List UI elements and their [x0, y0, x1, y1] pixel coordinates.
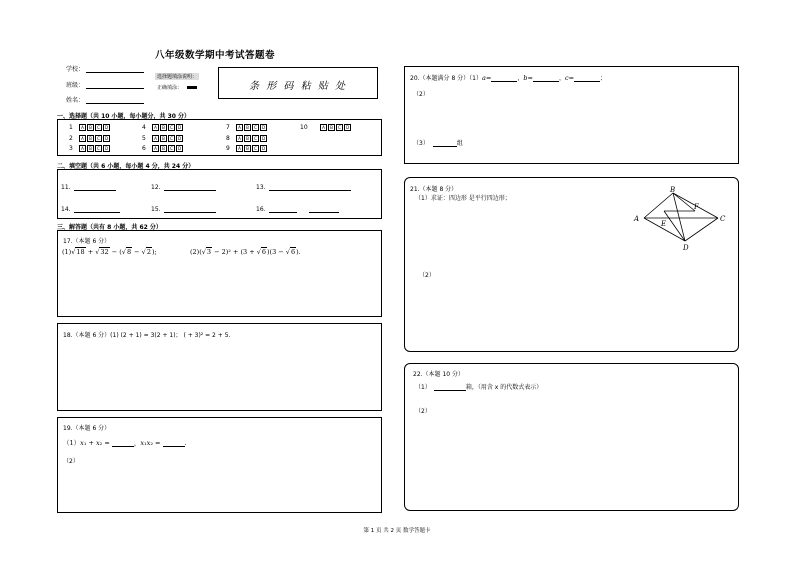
choice-bubble-b[interactable]: B	[160, 135, 167, 142]
barcode-label: 条 形 码 粘 贴 处	[249, 81, 347, 92]
point-c-label: C	[720, 215, 726, 223]
q11-row	[61, 183, 116, 191]
q20-part2: （2）	[413, 91, 429, 98]
q17-part2: (2)(√3 − 2)² + (3 + √6)(3 − √6).	[190, 248, 301, 256]
choice-bubble-a[interactable]: A	[79, 124, 86, 131]
class-field[interactable]	[86, 81, 144, 89]
q15-answer[interactable]	[164, 205, 216, 213]
q17-part1: (1)√18 + √32 − (√8 − √2);	[62, 248, 157, 256]
q20-box[interactable]	[404, 66, 739, 164]
q18-text: 18.（本题 6 分）(1) (2 + 1) = 3(2 + 1)； ( + 3)² = 2 + 5.	[63, 332, 231, 339]
point-d-label: D	[683, 244, 689, 252]
point-a-label: A	[634, 215, 640, 223]
q16-answer-1[interactable]	[269, 205, 297, 213]
choice-row-4	[142, 124, 184, 131]
choice-number: 9	[226, 145, 230, 152]
point-b-label: B	[670, 186, 676, 194]
school-field[interactable]	[86, 65, 144, 73]
notice-label: 选择题填涂说明：	[157, 74, 198, 80]
school-label: 学校：	[66, 66, 85, 73]
choice-row-7	[226, 124, 268, 131]
choice-row-1	[69, 124, 111, 131]
choice-bubble-b[interactable]: B	[160, 145, 167, 152]
choice-bubble-a[interactable]: A	[236, 124, 243, 131]
choice-bubble-c[interactable]: C	[95, 135, 102, 142]
segment-cd	[685, 218, 718, 241]
choice-row-10	[300, 124, 352, 131]
choice-bubble-d[interactable]: D	[177, 146, 182, 151]
choice-bubble-b[interactable]: B	[244, 135, 251, 142]
choice-bubble-c[interactable]: C	[252, 135, 259, 142]
q16-row	[256, 205, 339, 213]
choice-bubble-c[interactable]: C	[252, 145, 259, 152]
choice-row-2	[69, 135, 111, 142]
q11-label: 11.	[61, 184, 71, 191]
class-label: 班级：	[66, 82, 85, 89]
choice-bubble-a[interactable]: A	[152, 124, 159, 131]
q17-box[interactable]	[57, 230, 382, 317]
q21-part1: （1）求证：四边形 是平行四边形；	[415, 195, 511, 202]
q12-label: 12.	[151, 184, 161, 191]
choice-bubble-d[interactable]: D	[104, 146, 109, 151]
choice-bubble-c[interactable]: C	[336, 124, 343, 131]
choice-bubble-c[interactable]: C	[252, 124, 259, 131]
choice-bubble-a[interactable]: A	[236, 135, 243, 142]
q14-row	[61, 205, 120, 213]
q19-head: 19.（本题 6 分）	[63, 425, 111, 432]
choice-bubble-b[interactable]: B	[87, 145, 94, 152]
choice-number: 7	[226, 124, 230, 131]
choice-row-8	[226, 135, 268, 142]
q17-head: 17.（本题 6 分）	[63, 238, 111, 245]
choice-number: 3	[69, 145, 73, 152]
choice-bubble-d[interactable]: D	[261, 146, 266, 151]
q18-box[interactable]	[57, 323, 382, 411]
barcode-box	[218, 67, 378, 99]
q15-row	[151, 205, 216, 213]
choice-bubble-c[interactable]: C	[168, 124, 175, 131]
section1-heading: 一、选择题（共 10 小题，每小题分，共 30 分）	[57, 113, 191, 120]
name-field[interactable]	[86, 96, 144, 104]
q19-part1: （1）x₁ + x₂ = ，x₁x₂ = .	[63, 439, 187, 447]
q13-label: 13.	[256, 184, 266, 191]
choice-bubble-d[interactable]: D	[104, 125, 109, 130]
point-e-label: E	[661, 220, 667, 228]
section2-heading: 二、填空题（共 6 小题，每小题 4 分，共 24 分）	[57, 163, 195, 170]
choice-bubble-b[interactable]: B	[328, 124, 335, 131]
school-row	[66, 64, 144, 73]
q12-row	[151, 183, 216, 191]
choice-number: 10	[300, 124, 308, 131]
q16-label: 16.	[256, 206, 266, 213]
choice-row-6	[142, 145, 184, 152]
page-title: 八年级数学期中考试答题卷	[155, 50, 276, 61]
choice-bubble-a[interactable]: A	[236, 145, 243, 152]
q20-part3: （3） 组	[413, 140, 463, 147]
choice-row-5	[142, 135, 184, 142]
choice-bubble-c[interactable]: C	[95, 145, 102, 152]
q22-box[interactable]	[404, 363, 739, 511]
segment-ab	[644, 193, 673, 218]
point-f-label: F	[694, 203, 699, 211]
page-footer: 第 1 页 共 2 页 数学答题卡	[363, 528, 431, 534]
segment-bd	[673, 193, 685, 241]
q13-row	[256, 183, 351, 191]
correct-fill-row	[157, 84, 197, 91]
choice-bubble-a[interactable]: A	[79, 135, 86, 142]
q14-answer[interactable]	[74, 205, 120, 213]
choice-bubble-b[interactable]: B	[160, 124, 167, 131]
choice-bubble-b[interactable]: B	[244, 124, 251, 131]
choice-bubble-a[interactable]: A	[152, 145, 159, 152]
q21-part2: （2）	[419, 272, 435, 279]
segment-ed	[664, 211, 685, 241]
q22-part1: （1） 箱，（用含 x 的代数式表示）	[415, 384, 543, 391]
choice-number: 8	[226, 135, 230, 142]
q19-box[interactable]	[57, 417, 382, 513]
choice-bubble-c[interactable]: C	[168, 135, 175, 142]
q22-head: 22.（本题 10 分）	[413, 371, 464, 378]
choice-number: 1	[69, 124, 73, 131]
q15-label: 15.	[151, 206, 161, 213]
choice-bubble-d[interactable]: D	[177, 136, 182, 141]
choice-bubble-a[interactable]: A	[152, 135, 159, 142]
choice-bubble-d[interactable]: D	[261, 125, 266, 130]
q12-answer[interactable]	[164, 183, 216, 191]
choice-bubble-d[interactable]: D	[104, 136, 109, 141]
section3-heading: 三、解答题（共有 8 小题，共 62 分）	[57, 224, 162, 231]
correct-fill-label: 正确填涂：	[157, 85, 183, 91]
q19-part2: （2）	[63, 458, 79, 465]
choice-row-9	[226, 145, 268, 152]
q16-answer-2[interactable]	[309, 205, 339, 213]
choice-number: 5	[142, 135, 146, 142]
choice-bubble-b[interactable]: B	[87, 135, 94, 142]
segment-bf	[673, 193, 695, 211]
choice-number: 2	[69, 135, 73, 142]
q21-head: 21.（本题 8 分）	[410, 186, 458, 193]
choice-number: 4	[142, 124, 146, 131]
q13-answer[interactable]	[269, 183, 351, 191]
q20-line1: 20.（本题满分 8 分）（1）a= ，b= ，c= ；	[410, 74, 607, 82]
choice-bubble-a[interactable]: A	[79, 145, 86, 152]
choice-bubble-d[interactable]: D	[345, 125, 350, 130]
choice-bubble-a[interactable]: A	[320, 124, 327, 131]
choice-bubble-d[interactable]: D	[177, 125, 182, 130]
class-row	[66, 80, 144, 89]
q14-label: 14.	[61, 206, 71, 213]
name-row	[66, 95, 144, 104]
choice-bubble-b[interactable]: B	[244, 145, 251, 152]
q11-answer[interactable]	[74, 183, 116, 191]
choice-number: 6	[142, 145, 146, 152]
q22-part2: （2）	[415, 408, 431, 415]
choice-bubble-d[interactable]: D	[261, 136, 266, 141]
q21-geometry-figure	[632, 184, 732, 256]
choice-row-3	[69, 145, 111, 152]
choice-bubble-c[interactable]: C	[95, 124, 102, 131]
choice-bubble-b[interactable]: B	[87, 124, 94, 131]
choice-bubble-c[interactable]: C	[168, 145, 175, 152]
name-label: 姓名：	[66, 97, 85, 104]
filled-mark-icon	[187, 86, 197, 89]
